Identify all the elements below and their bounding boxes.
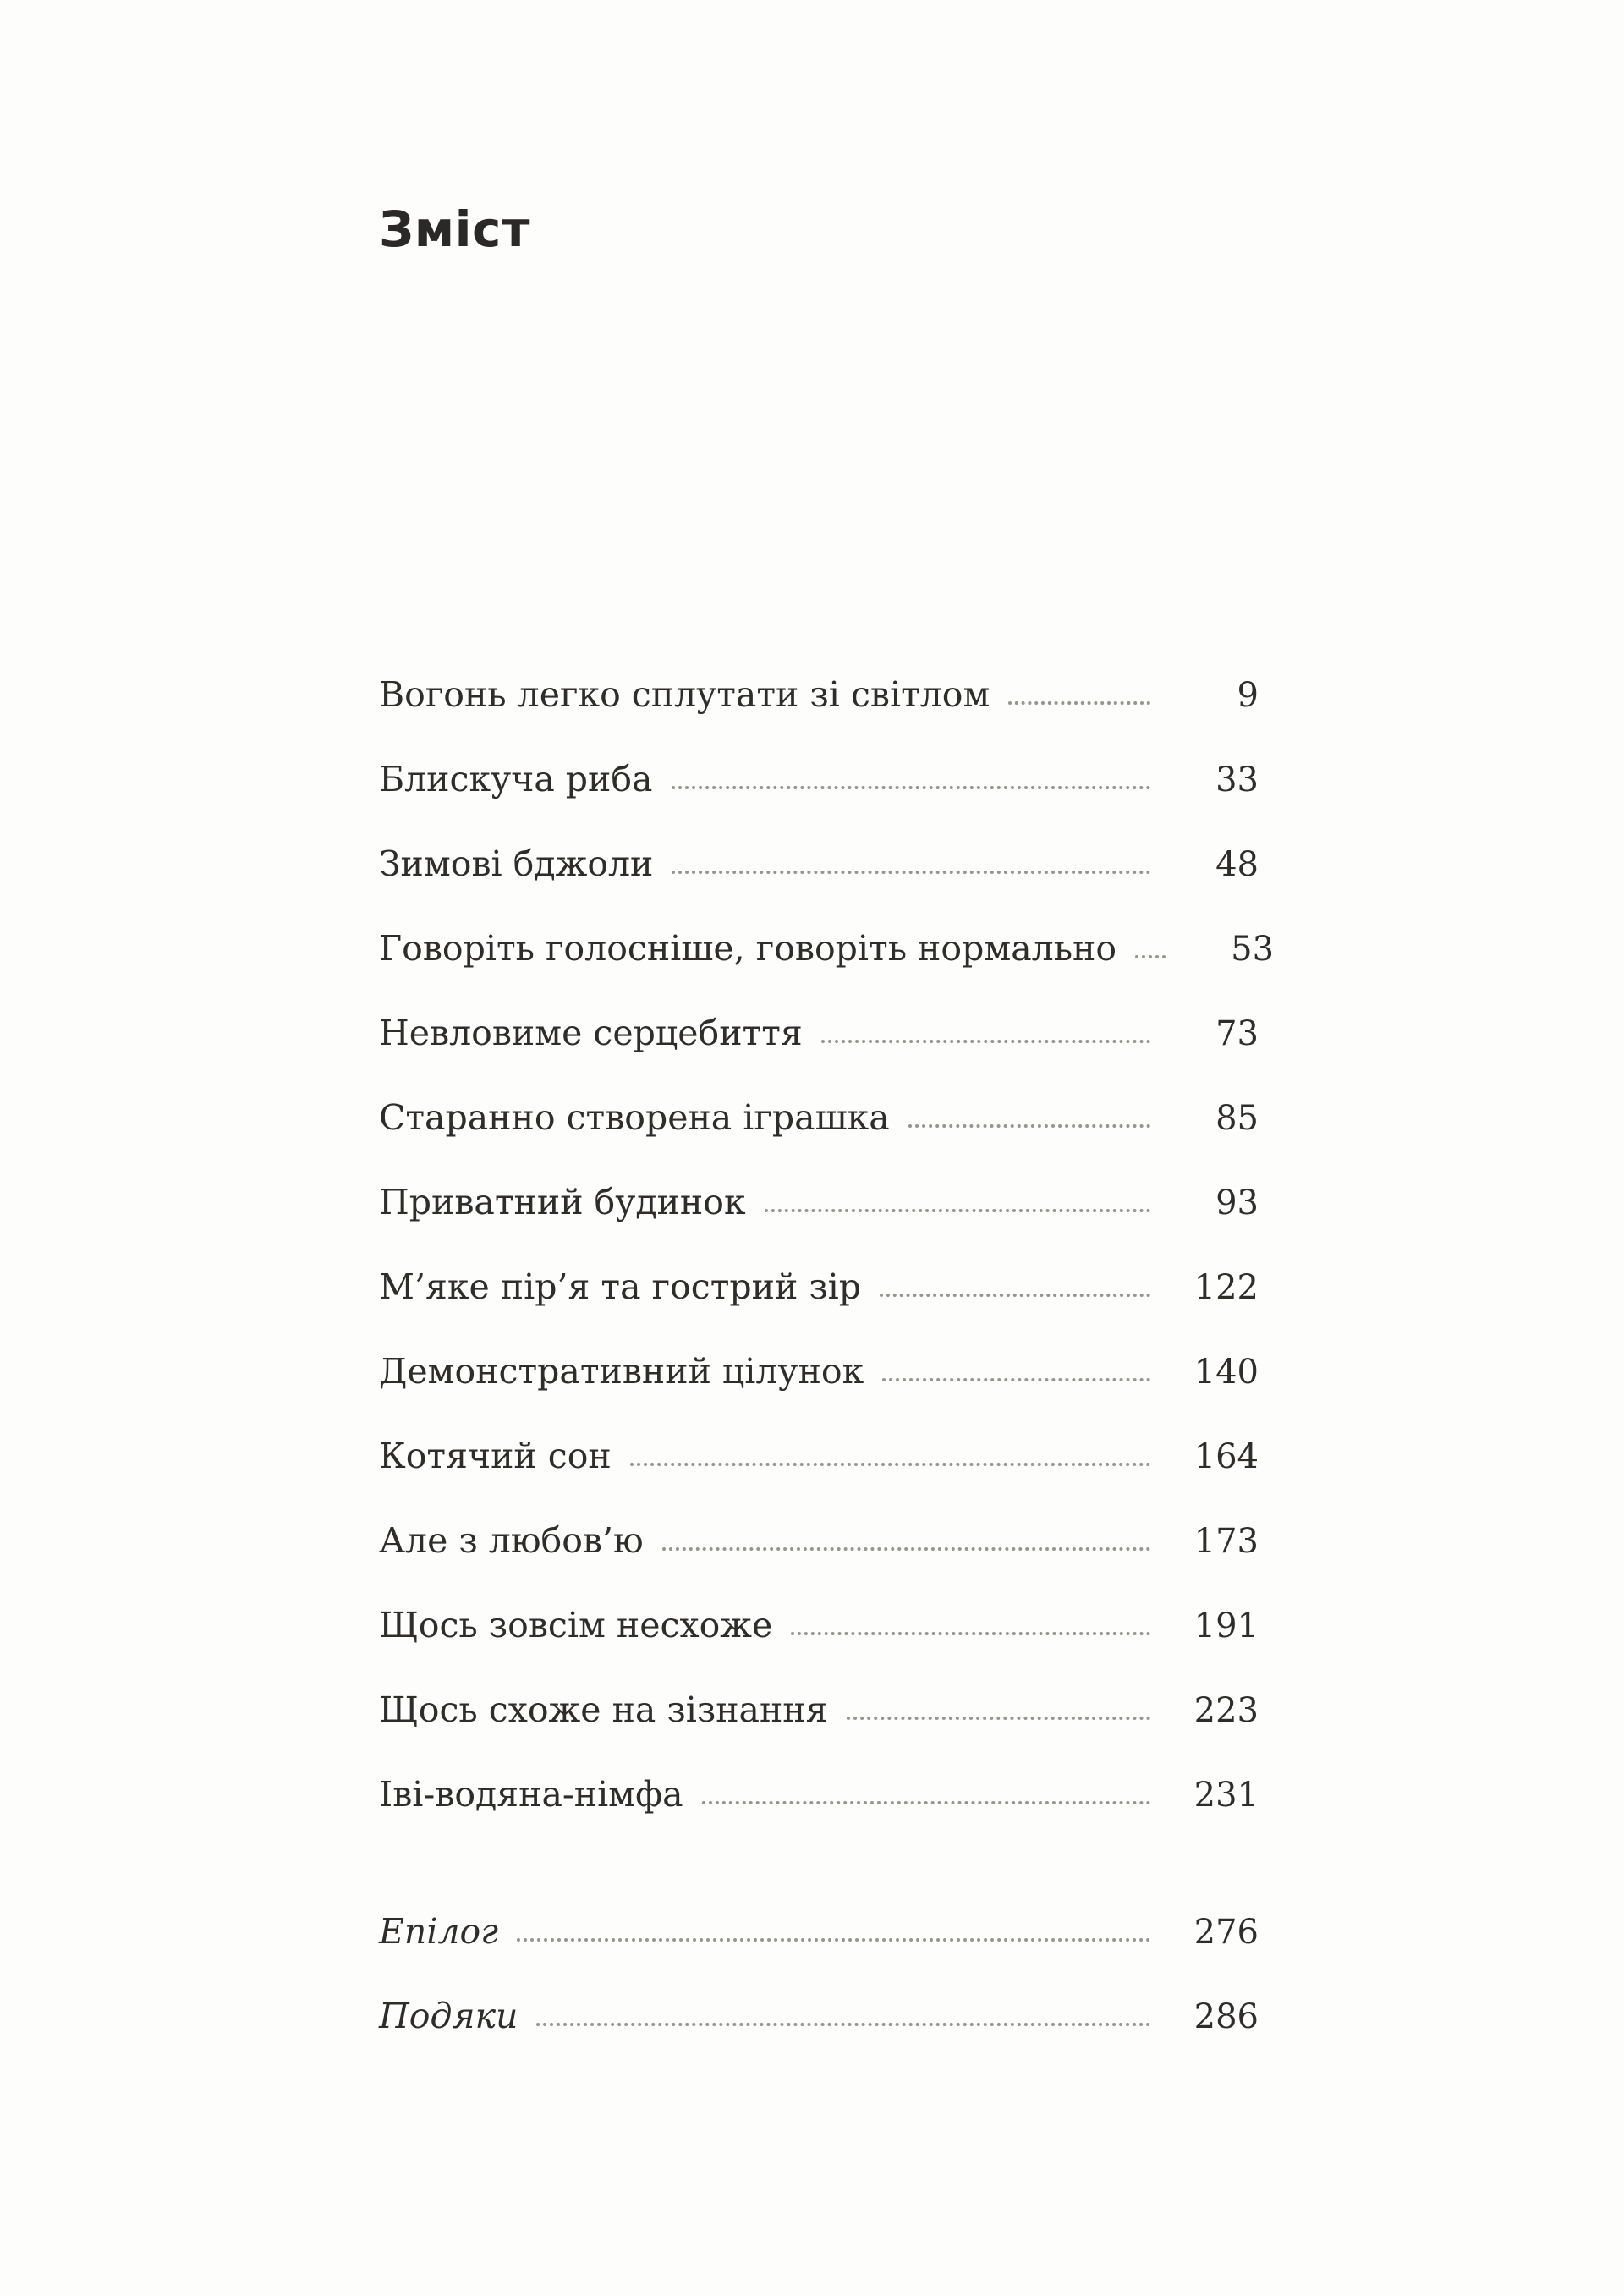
dotted-leader <box>882 1378 1150 1381</box>
toc-entry <box>379 1161 1259 1245</box>
dotted-leader <box>536 2023 1150 2026</box>
toc-entry-page: 85 <box>1215 1098 1259 1138</box>
toc-list <box>379 653 1275 1837</box>
toc-entry-page: 276 <box>1193 1912 1259 1952</box>
toc-entry <box>379 991 1259 1076</box>
toc-entry-label: Говоріть голосніше, говоріть нормально <box>379 928 1117 969</box>
toc-content <box>379 200 1275 2059</box>
toc-entry-label: Блискуча риба <box>379 759 653 800</box>
toc-entry <box>379 653 1259 738</box>
toc-entry-page: 140 <box>1193 1352 1259 1392</box>
toc-entry-page: 73 <box>1215 1013 1259 1053</box>
dotted-leader <box>847 1717 1151 1720</box>
dotted-leader <box>821 1040 1150 1043</box>
toc-entry <box>379 1975 1259 2059</box>
toc-entry-label: Котячий сон <box>379 1436 612 1477</box>
toc-entry-page: 164 <box>1193 1436 1259 1476</box>
toc-entry <box>379 1668 1259 1753</box>
dotted-leader <box>702 1801 1150 1804</box>
toc-entry-page: 173 <box>1193 1521 1259 1561</box>
page-title: Зміст <box>379 200 530 258</box>
toc-entry <box>379 1753 1259 1837</box>
toc-entry <box>379 822 1259 907</box>
toc-entry-page: 223 <box>1193 1690 1259 1730</box>
toc-entry <box>379 1245 1259 1330</box>
dotted-leader <box>517 1938 1150 1942</box>
toc-entry-label: Іві-водяна-німфа <box>379 1774 683 1815</box>
toc-entry-label: Щось схоже на зізнання <box>379 1689 828 1731</box>
toc-entry <box>379 1330 1259 1414</box>
toc-entry-page: 9 <box>1237 675 1259 715</box>
toc-entry-page: 48 <box>1215 844 1259 884</box>
toc-entry-page: 33 <box>1215 760 1259 799</box>
dotted-leader <box>1135 955 1166 958</box>
toc-entry-page: 122 <box>1193 1267 1259 1307</box>
toc-entry-page: 231 <box>1193 1775 1259 1815</box>
toc-entry <box>379 1584 1259 1668</box>
dotted-leader <box>630 1463 1150 1466</box>
toc-entry-page: 93 <box>1215 1183 1259 1222</box>
toc-entry-page: 286 <box>1193 1997 1259 2036</box>
toc-entry <box>379 1890 1259 1975</box>
toc-entry-label: Щось зовсім несхоже <box>379 1605 773 1646</box>
toc-entry-page: 53 <box>1231 929 1275 969</box>
dotted-leader <box>662 1547 1150 1551</box>
dotted-leader <box>672 871 1150 874</box>
dotted-leader <box>1008 701 1150 705</box>
dotted-leader <box>765 1209 1150 1212</box>
toc-entry-label: Приватний будинок <box>379 1182 746 1223</box>
toc-entry <box>379 907 1275 991</box>
dotted-leader <box>672 786 1151 789</box>
dotted-leader <box>908 1124 1150 1128</box>
toc-back-matter <box>379 1890 1259 2059</box>
toc-entry-label: Демонстративний цілунок <box>379 1351 864 1392</box>
toc-entry-label: Невловиме серцебиття <box>379 1013 803 1054</box>
toc-entry-label: Зимові бджоли <box>379 843 654 885</box>
toc-entry-label: Старанно створена іграшка <box>379 1097 890 1139</box>
toc-entry-label: Подяки <box>379 1996 518 2037</box>
toc-entry <box>379 1499 1259 1584</box>
toc-entry-label: Епілог <box>379 1911 498 1953</box>
toc-entry-label: Вогонь легко сплутати зі світлом <box>379 674 990 716</box>
toc-entry <box>379 1414 1259 1499</box>
toc-entry <box>379 1076 1259 1161</box>
toc-entry-page: 191 <box>1193 1606 1259 1645</box>
toc-entry-label: Але з любов’ю <box>379 1520 644 1562</box>
toc-entry <box>379 738 1259 822</box>
toc-entry-label: М’яке пір’я та гострий зір <box>379 1266 862 1308</box>
dotted-leader <box>880 1294 1150 1297</box>
dotted-leader <box>791 1632 1150 1635</box>
